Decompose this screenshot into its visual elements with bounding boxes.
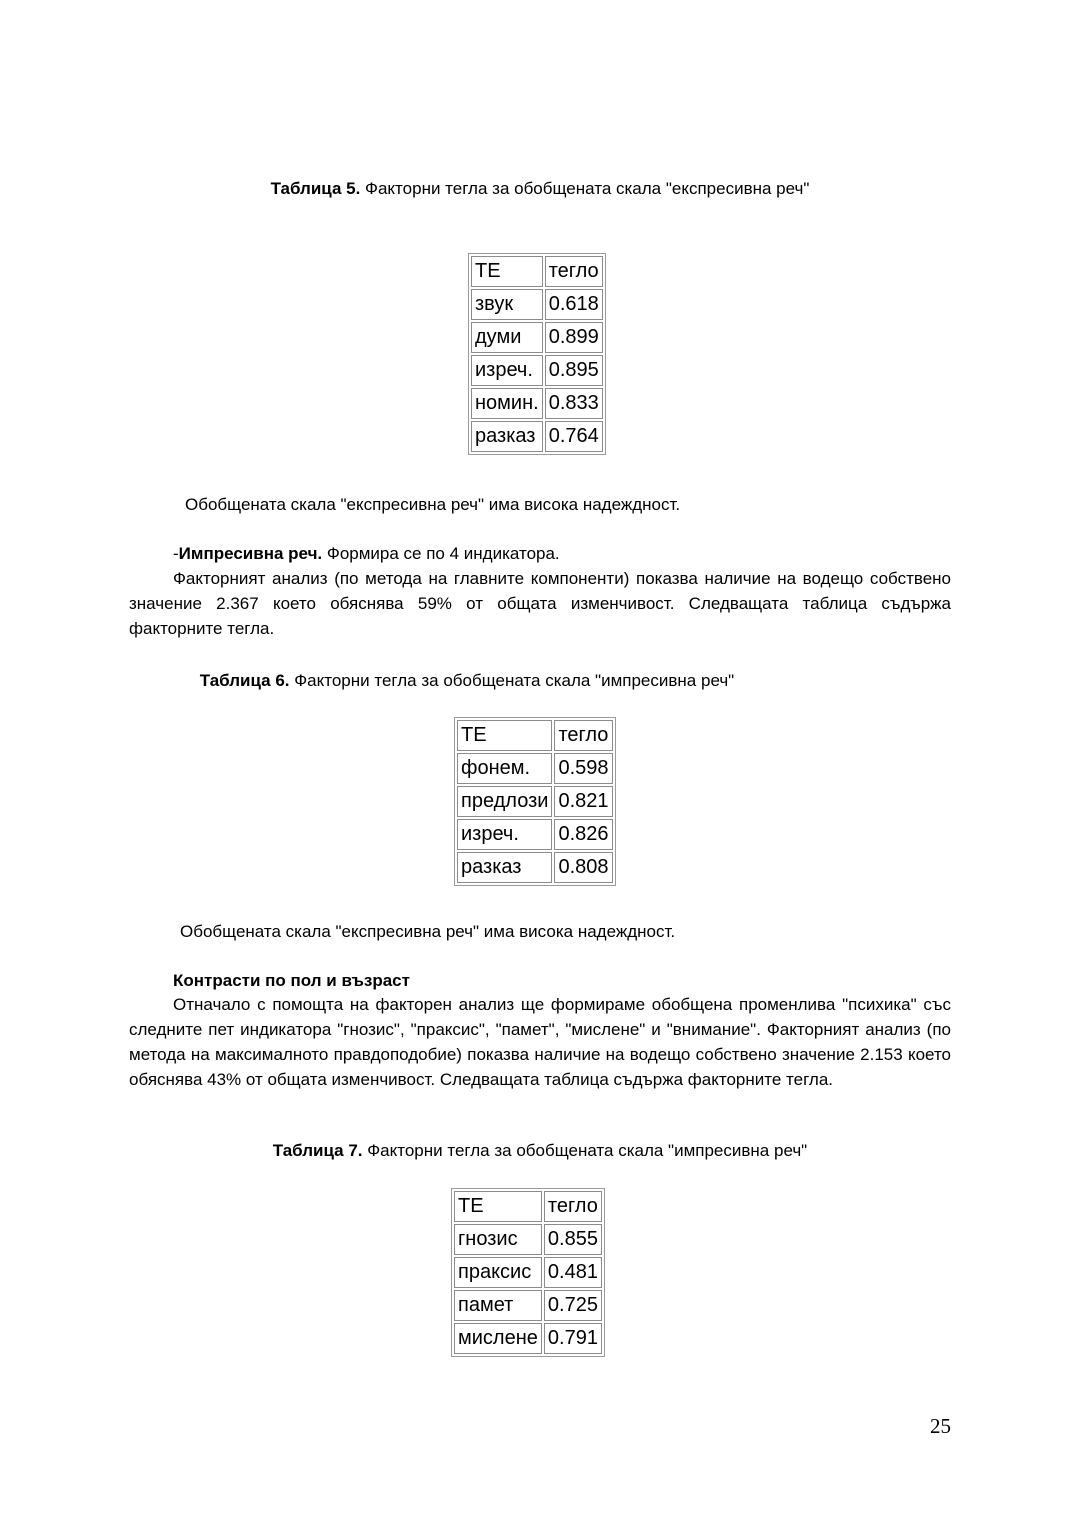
table-5 (468, 253, 606, 455)
table-header-cell: тегло (544, 1191, 602, 1222)
impressive-speech-title: Импресивна реч. (178, 544, 323, 563)
table-cell: 0.899 (545, 322, 603, 353)
table-header-cell: ТЕ (471, 256, 543, 287)
table-7 (451, 1188, 605, 1357)
impressive-speech-paragraph (129, 566, 951, 641)
table-cell: звук (471, 289, 543, 320)
contrasts-heading (173, 970, 410, 992)
table-5-caption (0, 178, 1080, 200)
contrasts-heading-text: Контрасти по пол и възраст (173, 971, 410, 990)
reliability-note-2: Обобщената скала "експресивна реч" има висока надеждност. (180, 922, 676, 941)
table-row (457, 753, 613, 784)
table-cell: 0.725 (544, 1290, 602, 1321)
table-6-caption-label: Таблица 6. (199, 671, 290, 690)
table-cell: 0.618 (545, 289, 603, 320)
table-row (471, 421, 603, 452)
table-row (454, 1257, 602, 1288)
table-6-caption-text: Факторни тегла за обобщената скала "импресивна реч" (289, 671, 735, 690)
table-7-caption-text: Факторни тегла за обобщената скала "импресивна реч" (362, 1141, 808, 1160)
table-row (471, 322, 603, 353)
table-cell: фонем. (457, 753, 552, 784)
table-cell: номин. (471, 388, 543, 419)
table-row (471, 355, 603, 386)
table-cell: 0.481 (544, 1257, 602, 1288)
table-7-caption-label: Таблица 7. (272, 1141, 363, 1160)
table-header-cell: тегло (554, 720, 612, 751)
table-cell: предлози (457, 786, 552, 817)
table-header-row (471, 256, 603, 287)
table-cell: 0.895 (545, 355, 603, 386)
table-header-cell: ТЕ (457, 720, 552, 751)
table-cell: разказ (457, 852, 552, 883)
table-6-caption (0, 670, 1007, 692)
table-header-row (454, 1191, 602, 1222)
table-cell: 0.826 (554, 819, 612, 850)
table-row (454, 1224, 602, 1255)
table-5-caption-text: Факторни тегла за обобщената скала "експресивна реч" (360, 179, 810, 198)
impressive-speech-rest: Формира се по 4 индикатора. (322, 544, 560, 563)
table-cell: 0.855 (544, 1224, 602, 1255)
impressive-speech-heading (173, 543, 560, 565)
table-cell: праксис (454, 1257, 542, 1288)
table-cell: 0.791 (544, 1323, 602, 1354)
table-cell: памет (454, 1290, 542, 1321)
table-row (457, 852, 613, 883)
table-cell: изреч. (471, 355, 543, 386)
table-cell: разказ (471, 421, 543, 452)
contrasts-paragraph (129, 992, 951, 1092)
table-row (454, 1290, 602, 1321)
reliability-note-1: Обобщената скала "експресивна реч" има висока надеждност. (185, 495, 681, 514)
table-cell: 0.764 (545, 421, 603, 452)
table-cell: 0.833 (545, 388, 603, 419)
table-cell: гнозис (454, 1224, 542, 1255)
table-row (471, 388, 603, 419)
table-header-cell: ТЕ (454, 1191, 542, 1222)
table-cell: изреч. (457, 819, 552, 850)
paragraph-text: Факторният анализ (по метода на главните компоненти) показва наличие на водещо собствено значение 2.367 което обяснява 59% от общата изменчивост. Следващата таблица съдържа факторните тегла. (129, 569, 951, 638)
table-header-row (457, 720, 613, 751)
table-6 (454, 717, 616, 886)
table-cell: 0.598 (554, 753, 612, 784)
page-number: 25 (930, 1414, 951, 1438)
table-header-cell: тегло (545, 256, 603, 287)
table-cell: 0.821 (554, 786, 612, 817)
table-row (454, 1323, 602, 1354)
table-row (457, 786, 613, 817)
paragraph-text: Отначало с помощта на факторен анализ ще формираме обобщена променлива "психика" със следните пет индикатора "гнозис", "праксис", "памет", "мислене" и "внимание". Факторният анализ (по метода на максималното правдоподобие) показва наличие на водещо собствено значение 2.153 което обяснява 43% от общата изменчивост. Следващата таблица съдържа факторните тегла. (129, 995, 951, 1089)
table-cell: мислене (454, 1323, 542, 1354)
table-cell: 0.808 (554, 852, 612, 883)
table-5-caption-label: Таблица 5. (270, 179, 361, 198)
heading-dash: - (173, 544, 179, 563)
table-cell: думи (471, 322, 543, 353)
table-row (457, 819, 613, 850)
table-7-caption (0, 1140, 1080, 1162)
table-row (471, 289, 603, 320)
